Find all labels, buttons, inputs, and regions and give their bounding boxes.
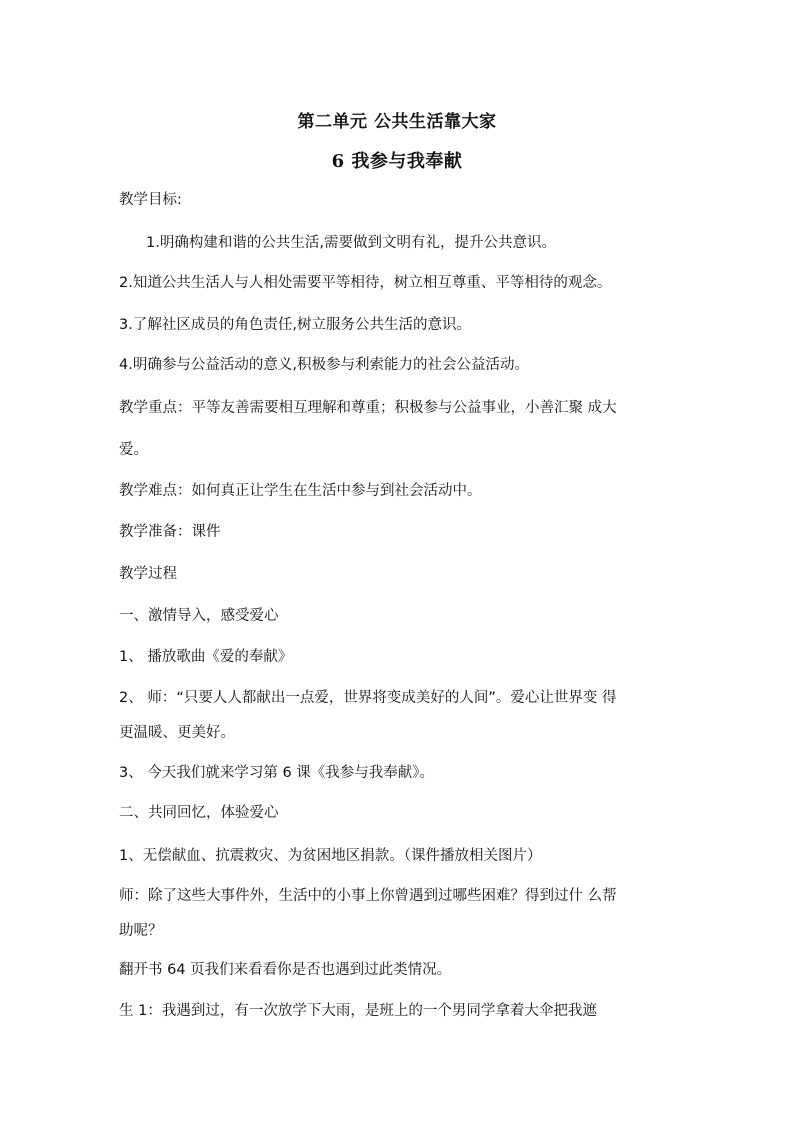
student-answer-1: 生 1：我遇到过，有一次放学下大雨，是班上的一个男同学拿着大伞把我遮 (119, 1003, 597, 1019)
preparation: 教学准备：课件 (119, 524, 221, 540)
lesson-title: 6 我参与我奉献 (331, 151, 463, 172)
teacher-question-line-1: 师：除了这些大事件外，生活中的小事上你曾遇到过哪些困难？得到过什 么帮 (119, 888, 617, 904)
part-1-item-2-line-2: 更温暖、更美好。 (119, 725, 235, 741)
book-instruction: 翻开书 64 页我们来看看你是否也遇到过此类情况。 (119, 962, 452, 978)
document-title: 第二单元 公共生活靠大家 (297, 112, 497, 132)
part-1-item-1: 1、 播放歌曲《爱的奉献》 (119, 649, 293, 665)
part-1-item-3: 3、 今天我们就来学习第 6 课《我参与我奉献》。 (119, 765, 435, 781)
difficult-points: 教学难点：如何真正让学生在生活中参与到社会活动中。 (119, 483, 482, 499)
key-points-line-2: 爱。 (119, 442, 148, 458)
section-heading-process: 教学过程 (119, 566, 177, 582)
section-heading-goals: 教学目标: (119, 192, 182, 208)
part-1-heading: 一、激情导入，感受爱心 (119, 608, 279, 624)
key-points-line-1: 教学重点：平等友善需要相互理解和尊重；积极参与公益事业，小善汇聚 成大 (119, 400, 617, 416)
goal-item-1: 1.明确构建和谐的公共生活,需要做到文明有礼，提升公共意识。 (146, 235, 556, 251)
goal-item-3: 3.了解社区成员的角色责任,树立服务公共生活的意识。 (119, 317, 471, 333)
part-2-heading: 二、共同回忆，体验爱心 (119, 805, 279, 821)
goal-item-2: 2.知道公共生活人与人相处需要平等相待，树立相互尊重、平等相待的观念。 (119, 275, 612, 291)
goal-item-4: 4.明确参与公益活动的意义,积极参与利索能力的社会公益活动。 (119, 357, 529, 373)
part-1-item-2-line-1: 2、 师：“只要人人都献出一点爱，世界将变成美好的人间”。爱心让世界变 得 (119, 690, 617, 706)
teacher-question-line-2: 助呢？ (119, 923, 163, 939)
part-2-item-1: 1、无偿献血、抗震救灾、为贫困地区捐款。（课件播放相关图片） (119, 848, 542, 864)
